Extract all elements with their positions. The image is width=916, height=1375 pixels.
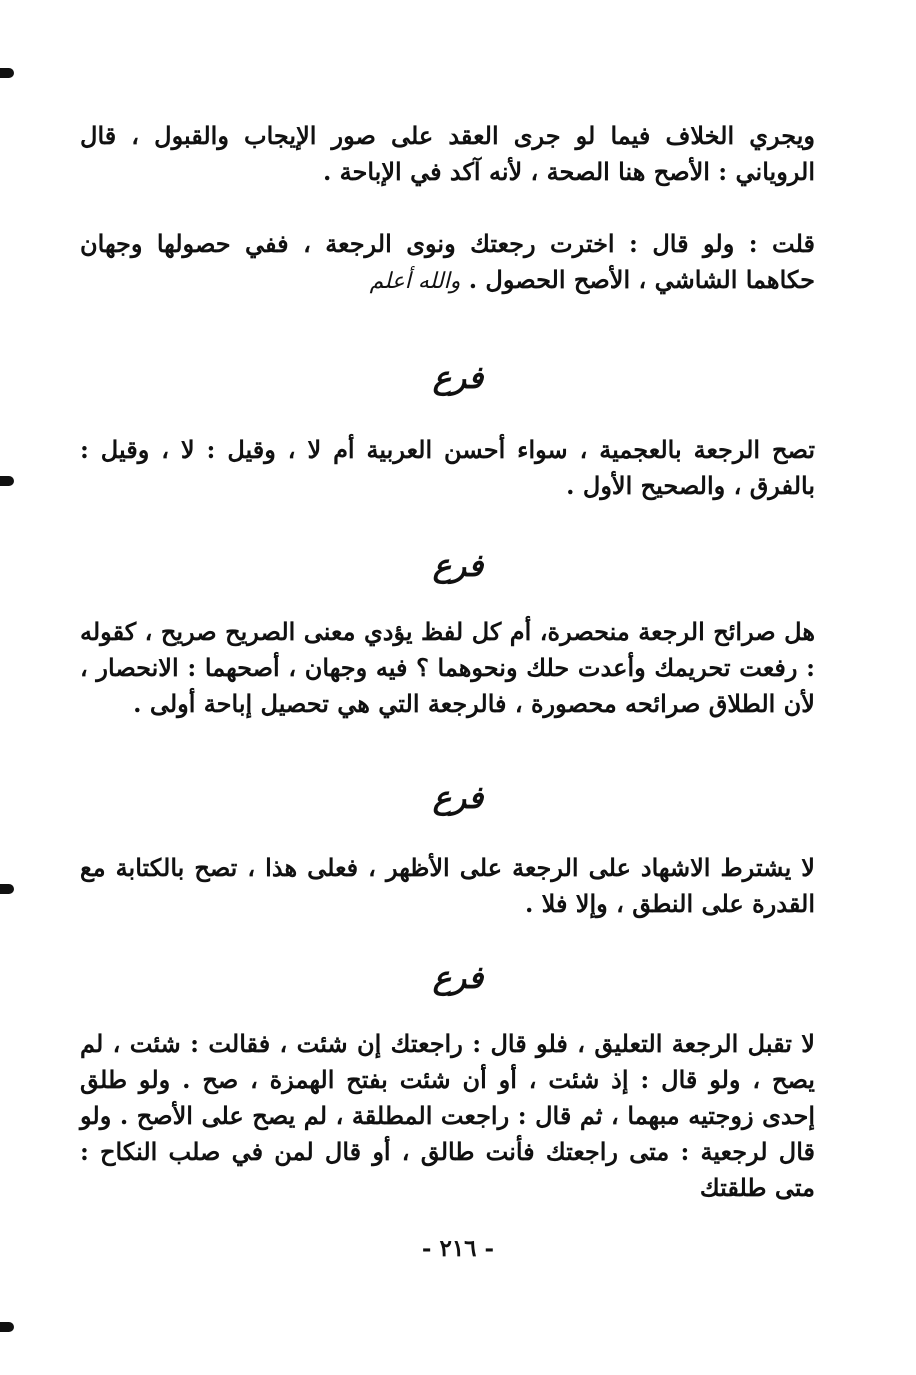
paragraph-6 (80, 1026, 815, 1206)
margin-mark (0, 68, 14, 78)
paragraph-3 (80, 432, 815, 504)
section-heading: فرع (432, 360, 484, 396)
paragraph-text: ويجري الخلاف فيما لو جرى العقد على صور الإيجاب والقبول ، قال الروياني : الأصح هنا الصحة ، لأنه آكد في الإباحة . (80, 121, 815, 186)
paragraph-4 (80, 614, 815, 722)
paragraph-2 (80, 226, 815, 298)
paragraph-text: هل صرائح الرجعة منحصرة، أم كل لفظ يؤدي معنى الصريح صريح ، كقوله : رفعت تحريمك وأعدت حلك ونحوهما ؟ فيه وجهان ، أصحهما : الانحصار ، لأن الطلاق صرائحه محصورة ، فالرجعة التي هي تحصيل إباحة أولى . (80, 617, 815, 718)
paragraph-5 (80, 850, 815, 922)
paragraph-1 (80, 118, 815, 190)
margin-mark (0, 476, 14, 486)
paragraph-text: لا تقبل الرجعة التعليق ، فلو قال : راجعتك إن شئت ، فقالت : شئت ، لم يصح ، ولو قال : إذ شئت ، أو أن شئت بفتح الهمزة ، صح . ولو طلق إحدى زوجتيه مبهما ، ثم قال : راجعت المطلقة ، لم يصح على الأصح . ولو قال لرجعية : متى راجعتك فأنت طالق ، أو قال لمن في صلب النكاح : متى طلقتك (80, 1029, 815, 1202)
margin-mark (0, 884, 14, 894)
paragraph-body: قلت : ولو قال : اخترت رجعتك ونوى الرجعة ، ففي حصولها وجهان حكاهما الشاشي ، الأصح الحصول . (80, 229, 815, 294)
section-heading: فرع (432, 780, 484, 816)
paragraph-text: لا يشترط الاشهاد على الرجعة على الأظهر ، فعلى هذا ، تصح بالكتابة مع القدرة على النطق ، وإلا فلا . (80, 853, 815, 918)
section-heading: فرع (432, 960, 484, 996)
paragraph-text (80, 226, 815, 298)
handwritten-note: والله أعلم (369, 269, 461, 294)
paragraph-text: تصح الرجعة بالعجمية ، سواء أحسن العربية أم لا ، وقيل : لا ، وقيل : بالفرق ، والصحيح الأول . (80, 435, 815, 500)
margin-mark (0, 1322, 14, 1332)
section-heading: فرع (432, 548, 484, 584)
page-number: - ٢١٦ - (421, 1235, 495, 1262)
